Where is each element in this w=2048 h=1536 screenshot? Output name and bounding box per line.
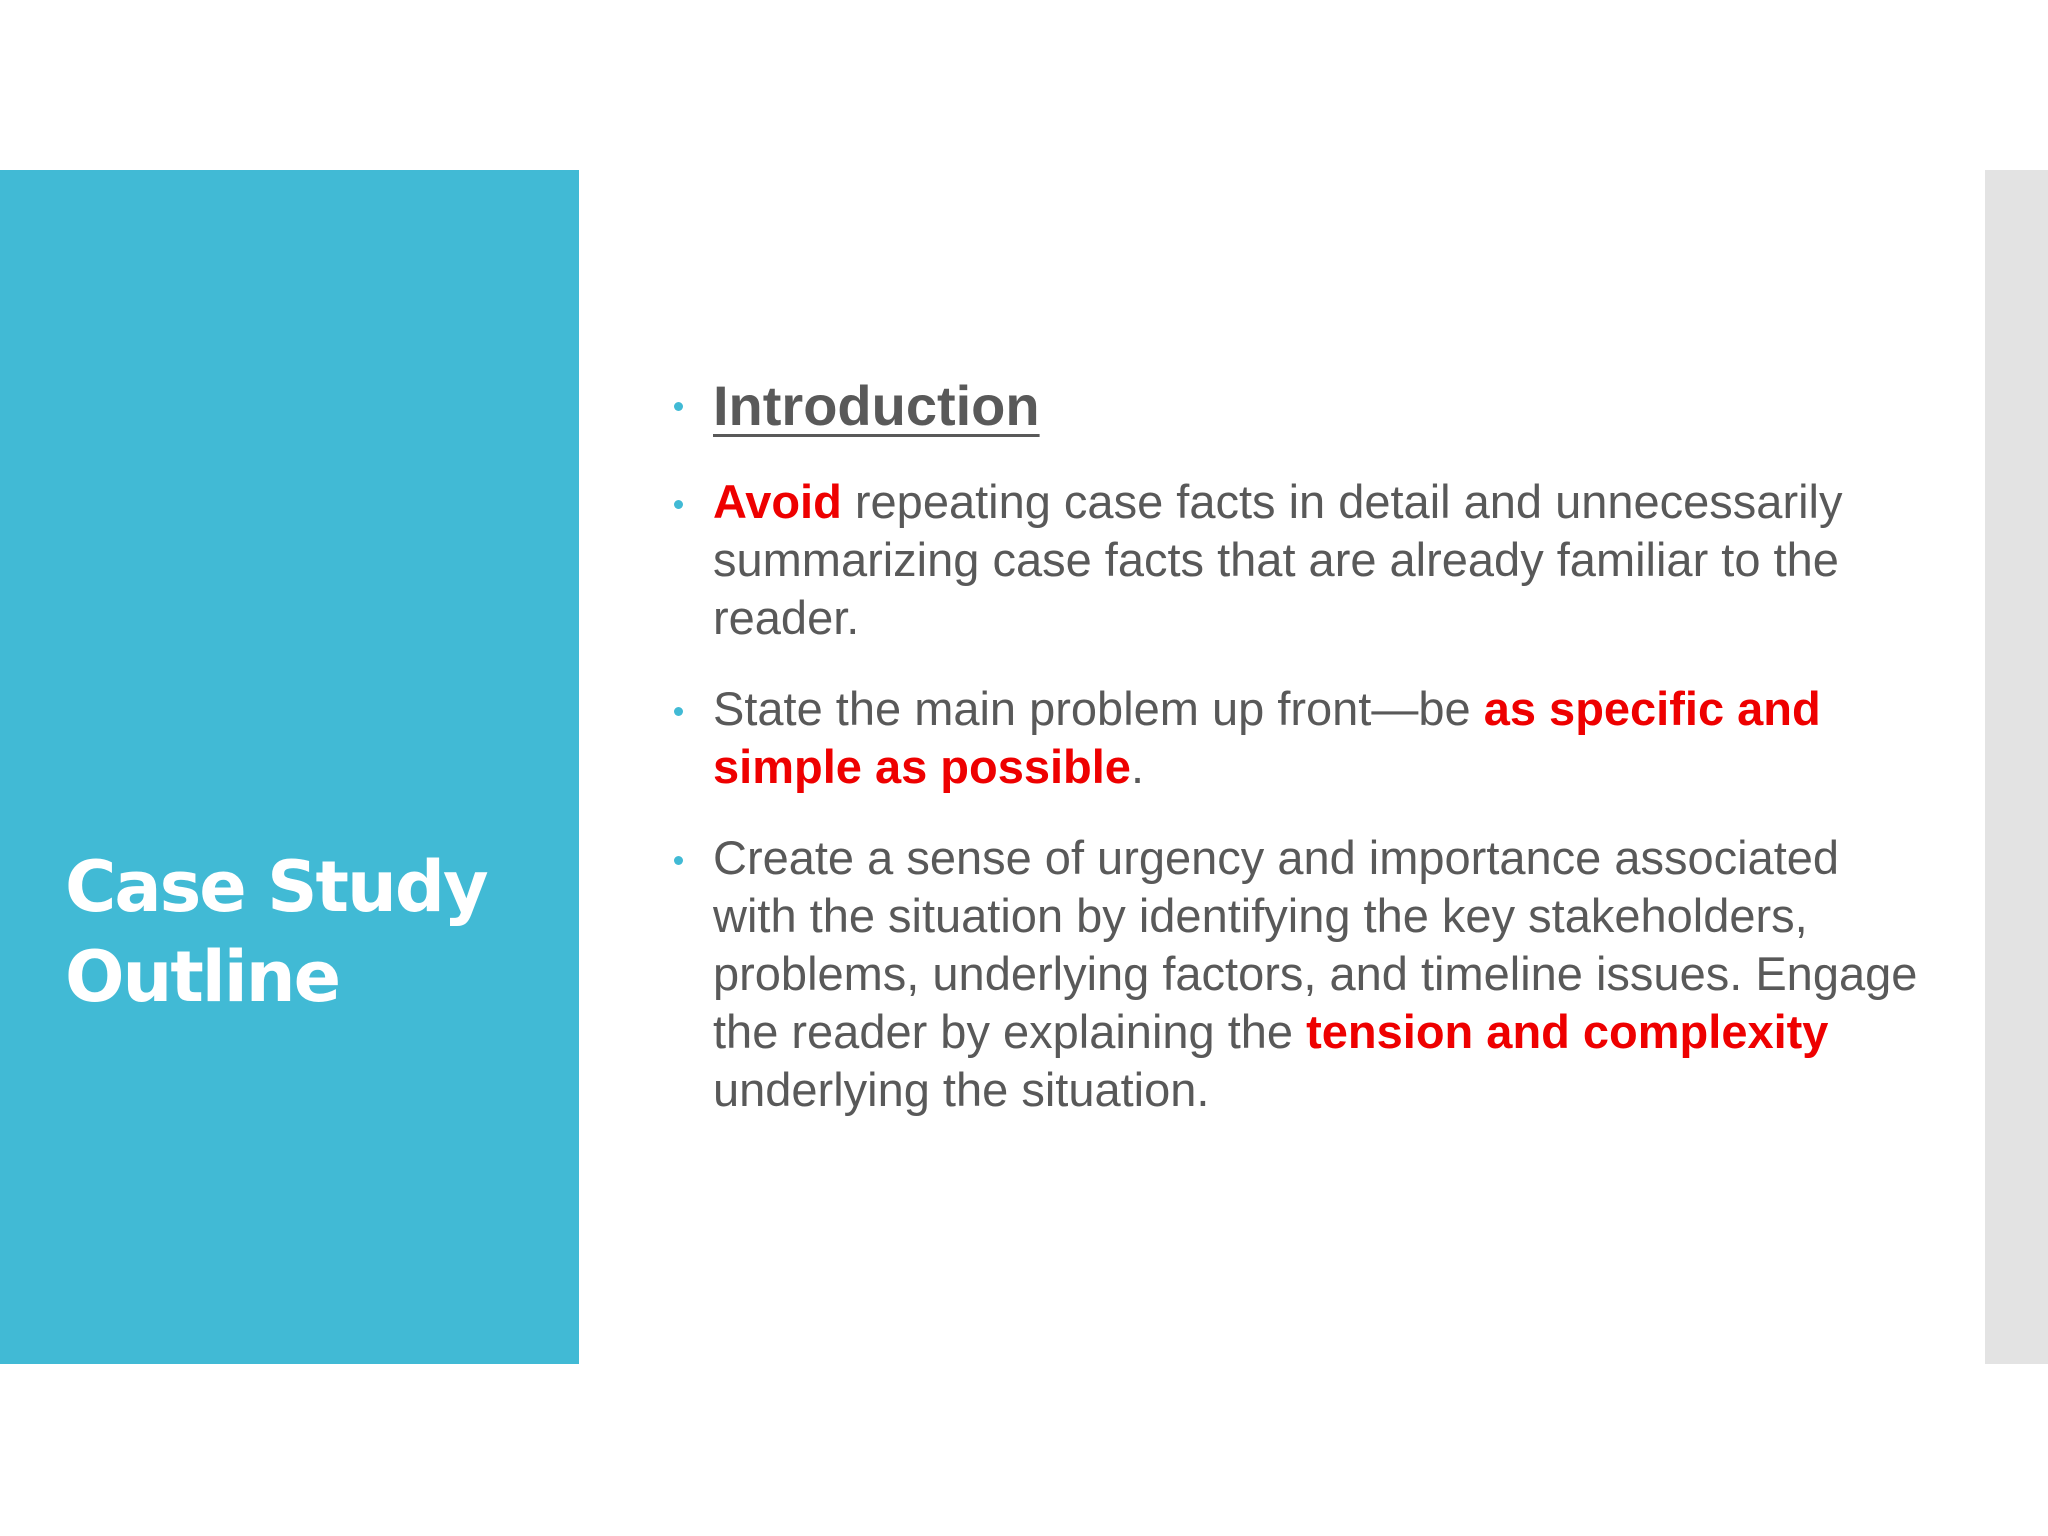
emphasis-text: Avoid — [713, 475, 842, 528]
emphasis-text: tension and complexity — [1306, 1005, 1829, 1058]
bullet-avoid — [670, 473, 1930, 647]
bullet-dot-icon — [674, 500, 683, 509]
bullet-dot-icon — [674, 402, 683, 411]
bullet-text: State the main problem up front—be — [713, 682, 1484, 735]
bullet-text: Create a sense of urgency and importance associated with the situation by identifying the key stakeholders, problems, underlying factors, and timeline issues. Engage the reader by explaining the — [713, 831, 1918, 1058]
slide-title — [65, 842, 565, 1022]
title-panel — [0, 170, 579, 1364]
bullet-text-tail: . — [1130, 740, 1145, 793]
bullet-list — [670, 372, 1930, 1119]
bullet-text-tail: underlying the situation. — [713, 1063, 1210, 1116]
bullet-dot-icon — [674, 856, 683, 865]
bullet-text: repeating case facts in detail and unnecessarily summarizing case facts that are already familiar to the reader. — [713, 475, 1843, 644]
bullet-main-problem — [670, 680, 1930, 796]
slide-title-line-2: Outline — [65, 936, 340, 1018]
bullet-introduction — [670, 372, 1930, 440]
slide-title-line-1: Case Study — [65, 846, 487, 928]
emphasis-text: as specific and simple as possible — [713, 682, 1821, 793]
side-strip — [1985, 170, 2048, 1364]
bullet-urgency — [670, 829, 1930, 1119]
section-heading: Introduction — [713, 374, 1040, 437]
bullet-dot-icon — [674, 707, 683, 716]
